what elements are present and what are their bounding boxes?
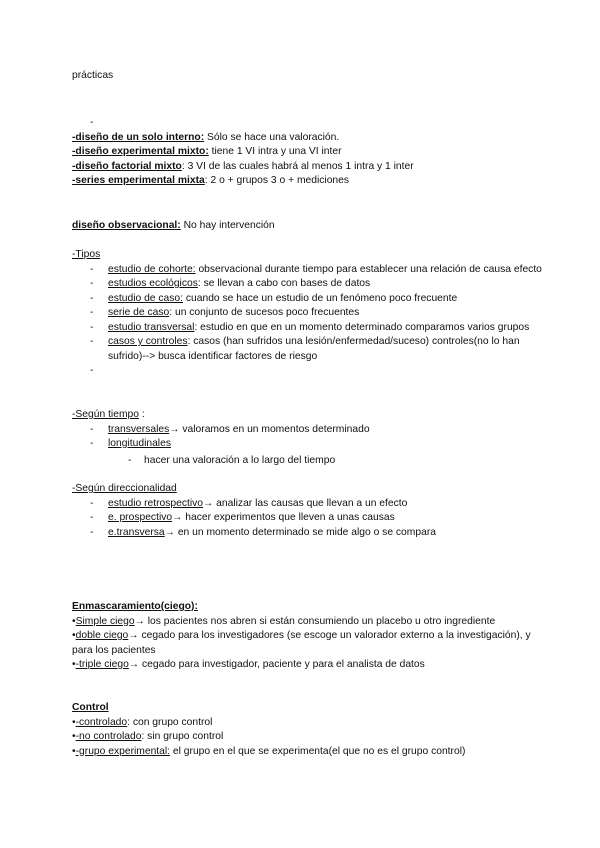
- list-item: [72, 306, 542, 321]
- item-desc: : estudio en que en un momento determinado comparamos varios grupos: [194, 321, 530, 333]
- sub-list-item: - hacer una valoración a lo largo del tiempo: [72, 454, 542, 469]
- bullet-item: [72, 716, 542, 731]
- item-term: estudios ecológicos: [108, 278, 198, 289]
- bullet-item: [72, 745, 542, 760]
- list-item: [72, 497, 542, 512]
- enmascaramiento-section: [72, 600, 542, 673]
- bullet: •: [72, 716, 76, 728]
- page-header: prácticas: [72, 70, 114, 81]
- tipos-list: [72, 263, 542, 365]
- item-desc: → hacer experimentos que lleven a unas causas: [172, 512, 395, 523]
- direccionalidad-heading: -Según direccionalidad: [72, 483, 177, 494]
- item-term: -controlado: [75, 716, 128, 728]
- list-item: [72, 511, 542, 526]
- item-desc: → cegado para investigador, paciente y para el analista de datos: [128, 659, 425, 670]
- item-term: -grupo experimental:: [75, 745, 171, 757]
- tiempo-list: [72, 423, 542, 469]
- experimental-designs-section: [72, 116, 542, 189]
- list-item: [72, 263, 542, 278]
- item-desc: → valoramos en un momentos determinado: [169, 423, 370, 435]
- tipos-heading: -Tipos: [72, 249, 101, 260]
- observational-term: diseño observacional:: [72, 220, 181, 231]
- item-desc: → analizar las causas que llevan a un efecto: [203, 497, 408, 509]
- item-desc: → cegado para los investigadores (se escoge un valorador externo a la investigación), y para los pacientes: [72, 630, 531, 656]
- design-term: -diseño factorial mixto: [72, 160, 182, 172]
- item-desc: : con grupo control: [127, 716, 213, 728]
- bullet-item: [72, 658, 542, 673]
- item-term: longitudinales: [108, 438, 171, 449]
- design-desc: Sólo se hace una valoración.: [204, 131, 340, 143]
- item-term: estudio de cohorte:: [108, 263, 196, 275]
- list-item: [72, 292, 542, 307]
- item-desc: → en un momento determinado se mide algo o se compara: [164, 526, 436, 538]
- list-item: [72, 335, 542, 364]
- direccionalidad-section: [72, 482, 542, 540]
- item-term: serie de caso: [108, 307, 170, 318]
- tiempo-heading-text: -Según tiempo: [72, 409, 139, 420]
- bullet-item: [72, 629, 542, 658]
- item-desc: → los pacientes nos abren si están consumiendo un placebo u otro ingrediente: [134, 615, 496, 627]
- design-row: [72, 131, 542, 146]
- observational-desc: No hay intervención: [180, 220, 275, 231]
- list-item: [72, 277, 542, 292]
- item-term: estudio transversal: [108, 321, 195, 333]
- enmascaramiento-heading: Enmascaramiento(ciego):: [72, 601, 198, 612]
- tiempo-section: [72, 408, 542, 468]
- bullet-item: [72, 730, 542, 745]
- design-term: -diseño de un solo interno:: [72, 131, 205, 143]
- empty-dash: -: [90, 365, 94, 376]
- item-term: e.transversa: [108, 526, 165, 538]
- item-term: casos y controles: [108, 336, 188, 347]
- bullet: •: [72, 745, 76, 757]
- list-item: [72, 423, 542, 438]
- direccionalidad-list: [72, 497, 542, 541]
- item-desc: cuando se hace un estudio de un fenómeno poco frecuente: [183, 292, 458, 304]
- item-desc: : sin grupo control: [141, 731, 224, 742]
- item-desc: : casos (han sufridos una lesión/enfermedad/suceso) controles(no lo han sufrido)--> busca identificar factores de riesgo: [108, 336, 520, 362]
- design-row: [72, 145, 542, 160]
- design-row: [72, 160, 542, 175]
- list-item: [72, 526, 542, 541]
- empty-dash: -: [90, 117, 94, 128]
- item-term: -triple ciego: [75, 659, 129, 670]
- design-term: -diseño experimental mixto:: [72, 146, 209, 157]
- control-heading: Control: [72, 702, 109, 713]
- item-term: e. prospectivo: [108, 512, 173, 523]
- bullet: •: [72, 659, 76, 670]
- design-row: [72, 174, 542, 189]
- bullet-item: [72, 615, 542, 630]
- design-desc: tiene 1 VI intra y una VI inter: [208, 146, 342, 157]
- observational-heading: [72, 219, 542, 234]
- bullet: •: [72, 630, 76, 641]
- bullet: •: [72, 615, 76, 627]
- item-desc: : se llevan a cabo con bases de datos: [197, 278, 371, 289]
- item-term: estudio de caso:: [108, 292, 183, 304]
- item-term: doble ciego: [75, 630, 129, 641]
- list-item: [72, 437, 542, 452]
- design-desc: : 2 o + grupos 3 o + mediciones: [204, 175, 350, 186]
- item-term: estudio retrospectivo: [108, 497, 204, 509]
- item-desc: observacional durante tiempo para establecer una relación de causa efecto: [195, 263, 542, 275]
- tiempo-heading: [72, 408, 542, 423]
- tipos-section: [72, 248, 542, 379]
- item-term: -no controlado: [75, 731, 142, 742]
- item-desc: el grupo en el que se experimenta(el que no es el grupo control): [170, 745, 466, 757]
- design-desc: : 3 VI de las cuales habrá al menos 1 intra y 1 inter: [181, 160, 414, 172]
- item-term: transversales: [108, 423, 170, 435]
- list-item: [72, 321, 542, 336]
- bullet: •: [72, 731, 76, 742]
- item-term: Simple ciego: [75, 615, 135, 627]
- design-term: -series emperimental mixta: [72, 175, 205, 186]
- tiempo-heading-tail: :: [138, 409, 145, 420]
- control-section: [72, 701, 542, 759]
- item-desc: : un conjunto de sucesos poco frecuentes: [169, 307, 360, 318]
